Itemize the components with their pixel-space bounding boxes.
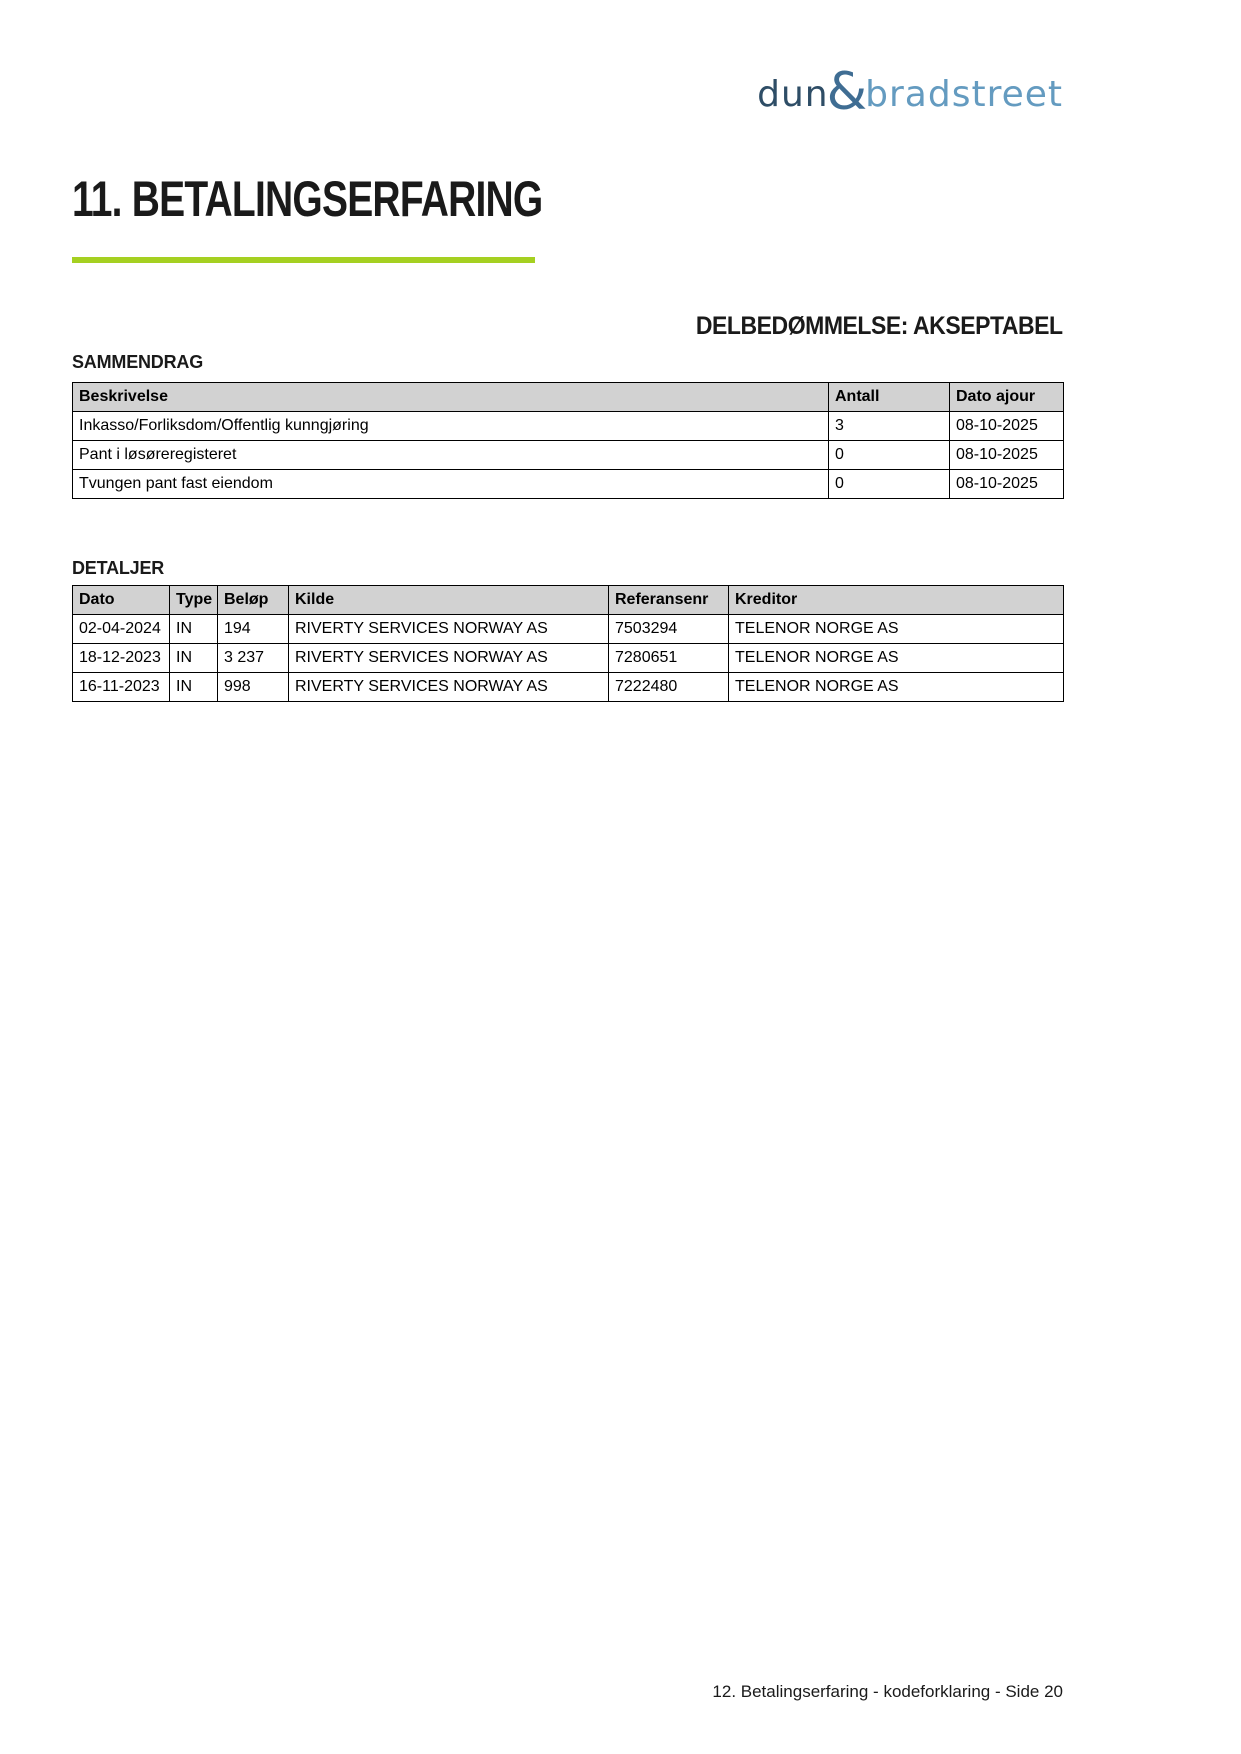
summary-col-dato-ajour: Dato ajour bbox=[950, 383, 1064, 412]
summary-cell-antall: 0 bbox=[829, 441, 950, 470]
details-section-label: DETALJER bbox=[72, 558, 165, 578]
assessment-label: DELBEDØMMELSE: AKSEPTABEL bbox=[696, 312, 1063, 340]
table-row bbox=[73, 644, 1064, 673]
details-cell-kreditor: TELENOR NORGE AS bbox=[729, 644, 1064, 673]
details-col-referansenr: Referansenr bbox=[609, 586, 729, 615]
details-col-belop: Beløp bbox=[218, 586, 289, 615]
table-row bbox=[73, 673, 1064, 702]
title-accent-bar bbox=[72, 257, 535, 263]
details-cell-dato: 16-11-2023 bbox=[73, 673, 170, 702]
logo-text-dun: dun bbox=[757, 73, 829, 115]
table-row bbox=[73, 615, 1064, 644]
details-col-type: Type bbox=[170, 586, 218, 615]
summary-cell-dato-ajour: 08-10-2025 bbox=[950, 470, 1064, 499]
details-cell-referansenr: 7222480 bbox=[609, 673, 729, 702]
summary-table bbox=[72, 382, 1064, 499]
logo-text-bradstreet: bradstreet bbox=[865, 73, 1063, 115]
details-cell-kilde: RIVERTY SERVICES NORWAY AS bbox=[289, 673, 609, 702]
summary-cell-beskrivelse: Pant i løsøreregisteret bbox=[73, 441, 829, 470]
details-header-row bbox=[73, 586, 1064, 615]
details-cell-kilde: RIVERTY SERVICES NORWAY AS bbox=[289, 644, 609, 673]
page-footer: 12. Betalingserfaring - kodeforklaring - Side 20 bbox=[712, 1682, 1063, 1701]
details-cell-type: IN bbox=[170, 644, 218, 673]
summary-cell-antall: 0 bbox=[829, 470, 950, 499]
table-row bbox=[73, 412, 1064, 441]
logo-ampersand-icon: & bbox=[826, 62, 868, 122]
summary-cell-dato-ajour: 08-10-2025 bbox=[950, 412, 1064, 441]
details-col-dato: Dato bbox=[73, 586, 170, 615]
summary-header-row bbox=[73, 383, 1064, 412]
details-cell-belop: 998 bbox=[218, 673, 289, 702]
details-cell-belop: 194 bbox=[218, 615, 289, 644]
table-row bbox=[73, 441, 1064, 470]
details-col-kilde: Kilde bbox=[289, 586, 609, 615]
summary-cell-beskrivelse: Tvungen pant fast eiendom bbox=[73, 470, 829, 499]
table-row bbox=[73, 470, 1064, 499]
details-cell-kilde: RIVERTY SERVICES NORWAY AS bbox=[289, 615, 609, 644]
details-table bbox=[72, 585, 1064, 702]
details-cell-referansenr: 7503294 bbox=[609, 615, 729, 644]
details-cell-type: IN bbox=[170, 673, 218, 702]
details-cell-kreditor: TELENOR NORGE AS bbox=[729, 615, 1064, 644]
details-cell-referansenr: 7280651 bbox=[609, 644, 729, 673]
details-cell-dato: 18-12-2023 bbox=[73, 644, 170, 673]
page-title: 11. BETALINGSERFARING bbox=[72, 171, 543, 227]
details-cell-belop: 3 237 bbox=[218, 644, 289, 673]
summary-col-antall: Antall bbox=[829, 383, 950, 412]
details-col-kreditor: Kreditor bbox=[729, 586, 1064, 615]
summary-cell-antall: 3 bbox=[829, 412, 950, 441]
summary-cell-dato-ajour: 08-10-2025 bbox=[950, 441, 1064, 470]
summary-section-label: SAMMENDRAG bbox=[72, 352, 203, 372]
details-cell-kreditor: TELENOR NORGE AS bbox=[729, 673, 1064, 702]
summary-col-beskrivelse: Beskrivelse bbox=[73, 383, 829, 412]
details-cell-type: IN bbox=[170, 615, 218, 644]
details-cell-dato: 02-04-2024 bbox=[73, 615, 170, 644]
dun-and-bradstreet-logo bbox=[757, 62, 1063, 122]
summary-cell-beskrivelse: Inkasso/Forliksdom/Offentlig kunngjøring bbox=[73, 412, 829, 441]
